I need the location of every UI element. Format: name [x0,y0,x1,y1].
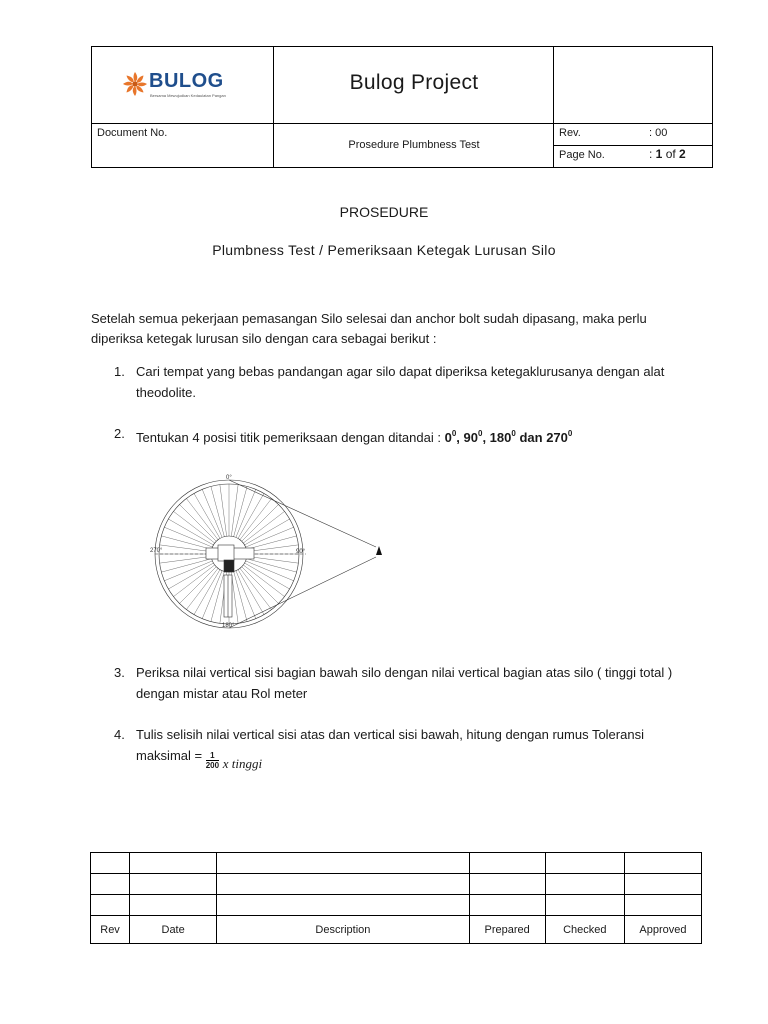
tolerance-formula: $\frac{1}{200}$ x tinggi [205,751,263,771]
step-3-text: Periksa nilai vertical sisi bagian bawah silo dengan nilai vertical bagian atas silo ( tinggi total ) dengan mistar atau Rol meter [136,665,673,701]
label-90deg: 90° [296,549,306,555]
header-date: Date [130,916,217,944]
bulog-logo [122,69,232,103]
table-row [91,874,702,895]
table-row [91,895,702,916]
step-2-text: Tentukan 4 posisi titik pemeriksaan dengan ditandai : $0^0$, $90^0$, $180^0$ dan $270^0$ [136,429,573,445]
rev-value: : 00 [649,127,668,139]
document-header [91,46,713,168]
step-4-number: 4. [114,727,125,742]
step-4-text: Tulis selisih nilai vertical sisi atas dan vertical sisi bawah, hitung dengan rumus Toleransi maksimal = $\frac{1}{200}$ x tinggi [136,724,656,774]
procedure-title: PROSEDURE [339,204,429,220]
label-0deg: 0° [226,475,232,481]
page-no-label: Page No. [559,149,605,161]
step-3-number: 3. [114,665,125,680]
bulog-logo-icon [122,71,148,97]
label-180deg: 180° [222,623,235,629]
header-checked: Checked [545,916,624,944]
document-no-label: Document No. [97,127,168,139]
page-no-value: : 1 of 2 [649,147,686,161]
theodolite-icon [376,546,382,555]
step-2-number: 2. [114,426,125,441]
table-row [91,853,702,874]
header-prepared: Prepared [469,916,545,944]
revision-table [90,852,702,944]
project-title: Bulog Project [349,71,479,94]
logo-text: BULOG [149,70,224,92]
header-description: Description [217,916,469,944]
step-1-text: Cari tempat yang bebas pandangan agar silo dapat diperiksa ketegaklurusanya dengan alat theodolite. [136,364,665,400]
document-title: Prosedure Plumbness Test [348,139,480,151]
rev-label: Rev. [559,127,581,139]
header-approved: Approved [624,916,701,944]
step-1-number: 1. [114,364,125,379]
silo-plan-diagram [136,447,400,655]
label-270deg: 270° [150,548,163,554]
procedure-subtitle: Plumbness Test / Pemeriksaan Ketegak Lurusan Silo [212,242,556,258]
header-rev: Rev [91,916,130,944]
table-header-row [91,916,702,944]
intro-paragraph: Setelah semua pekerjaan pemasangan Silo selesai dan anchor bolt sudah dipasang, maka perlu diperiksa ketegak lurusan silo dengan cara sebagai berikut : [91,311,647,346]
logo-tagline: Bersama Mewujudkan Kedaulatan Pangan [150,93,226,98]
